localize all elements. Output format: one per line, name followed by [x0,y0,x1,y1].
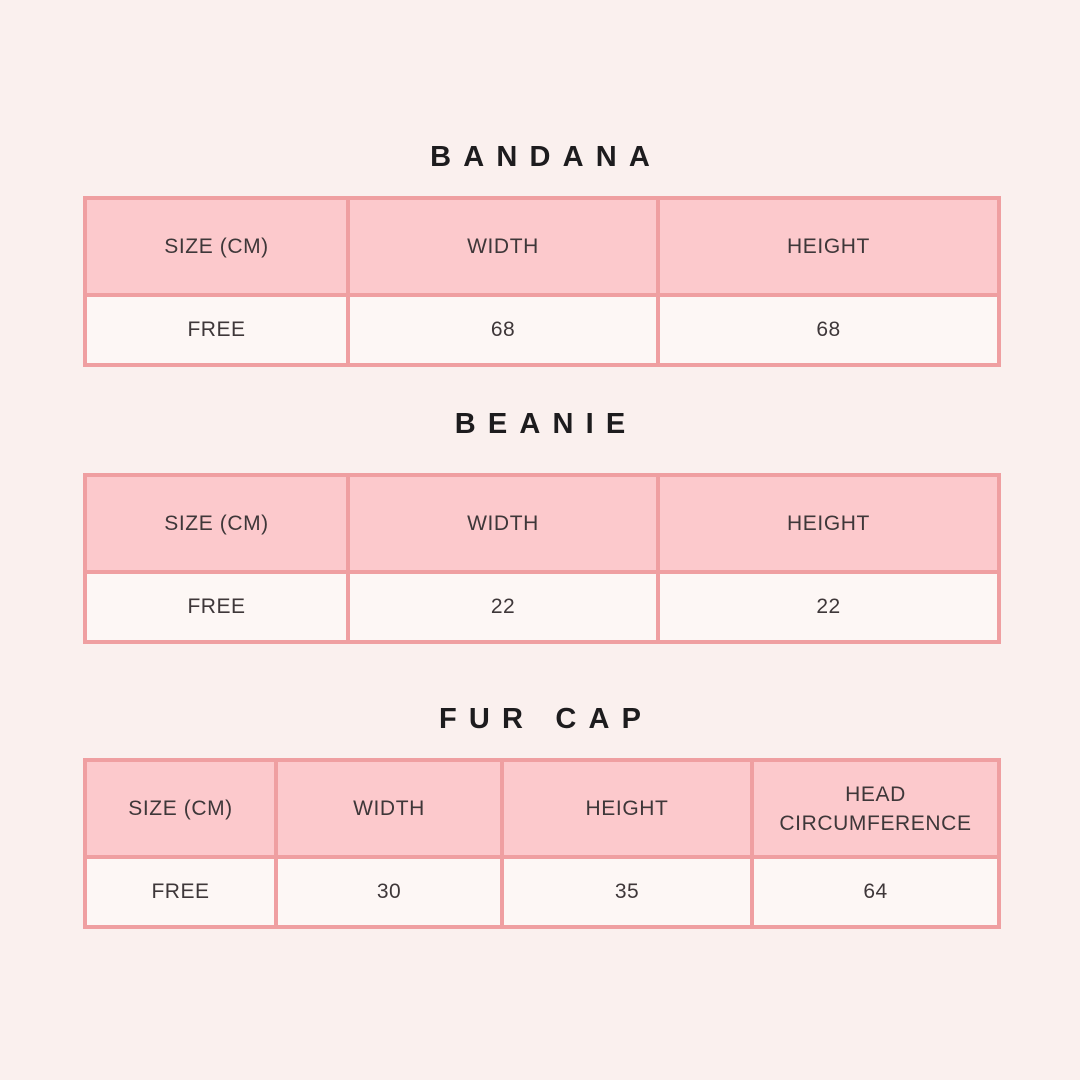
beanie-header-row [85,475,999,572]
beanie-title: BEANIE [454,408,638,440]
beanie-data-row [85,572,999,642]
bandana-header-width: WIDTH [348,198,658,295]
fur-cap-size-table [83,758,1001,929]
beanie-width-value: 22 [348,572,658,642]
bandana-header-row [85,198,999,295]
fur-cap-header-head-circumference: HEAD CIRCUMFERENCE [752,760,999,857]
fur-cap-header-size-cm: SIZE (CM) [85,760,276,857]
beanie-height-value: 22 [658,572,999,642]
fur-cap-data-row [85,857,999,927]
bandana-height-value: 68 [658,295,999,365]
bandana-title: BANDANA [430,141,663,173]
fur-cap-header-height: HEIGHT [502,760,752,857]
bandana-header-size-cm: SIZE (CM) [85,198,348,295]
bandana-size-table [83,196,1001,367]
fur-cap-header-row [85,760,999,857]
fur-cap-title: FUR CAP [439,703,654,735]
fur-cap-width-value: 30 [276,857,502,927]
beanie-size-value: FREE [85,572,348,642]
beanie-header-width: WIDTH [348,475,658,572]
bandana-data-row [85,295,999,365]
bandana-width-value: 68 [348,295,658,365]
fur-cap-size-value: FREE [85,857,276,927]
beanie-header-height: HEIGHT [658,475,999,572]
bandana-header-height: HEIGHT [658,198,999,295]
fur-cap-height-value: 35 [502,857,752,927]
beanie-size-table [83,473,1001,644]
fur-cap-head-circumference-value: 64 [752,857,999,927]
fur-cap-header-width: WIDTH [276,760,502,857]
beanie-header-size-cm: SIZE (CM) [85,475,348,572]
bandana-size-value: FREE [85,295,348,365]
